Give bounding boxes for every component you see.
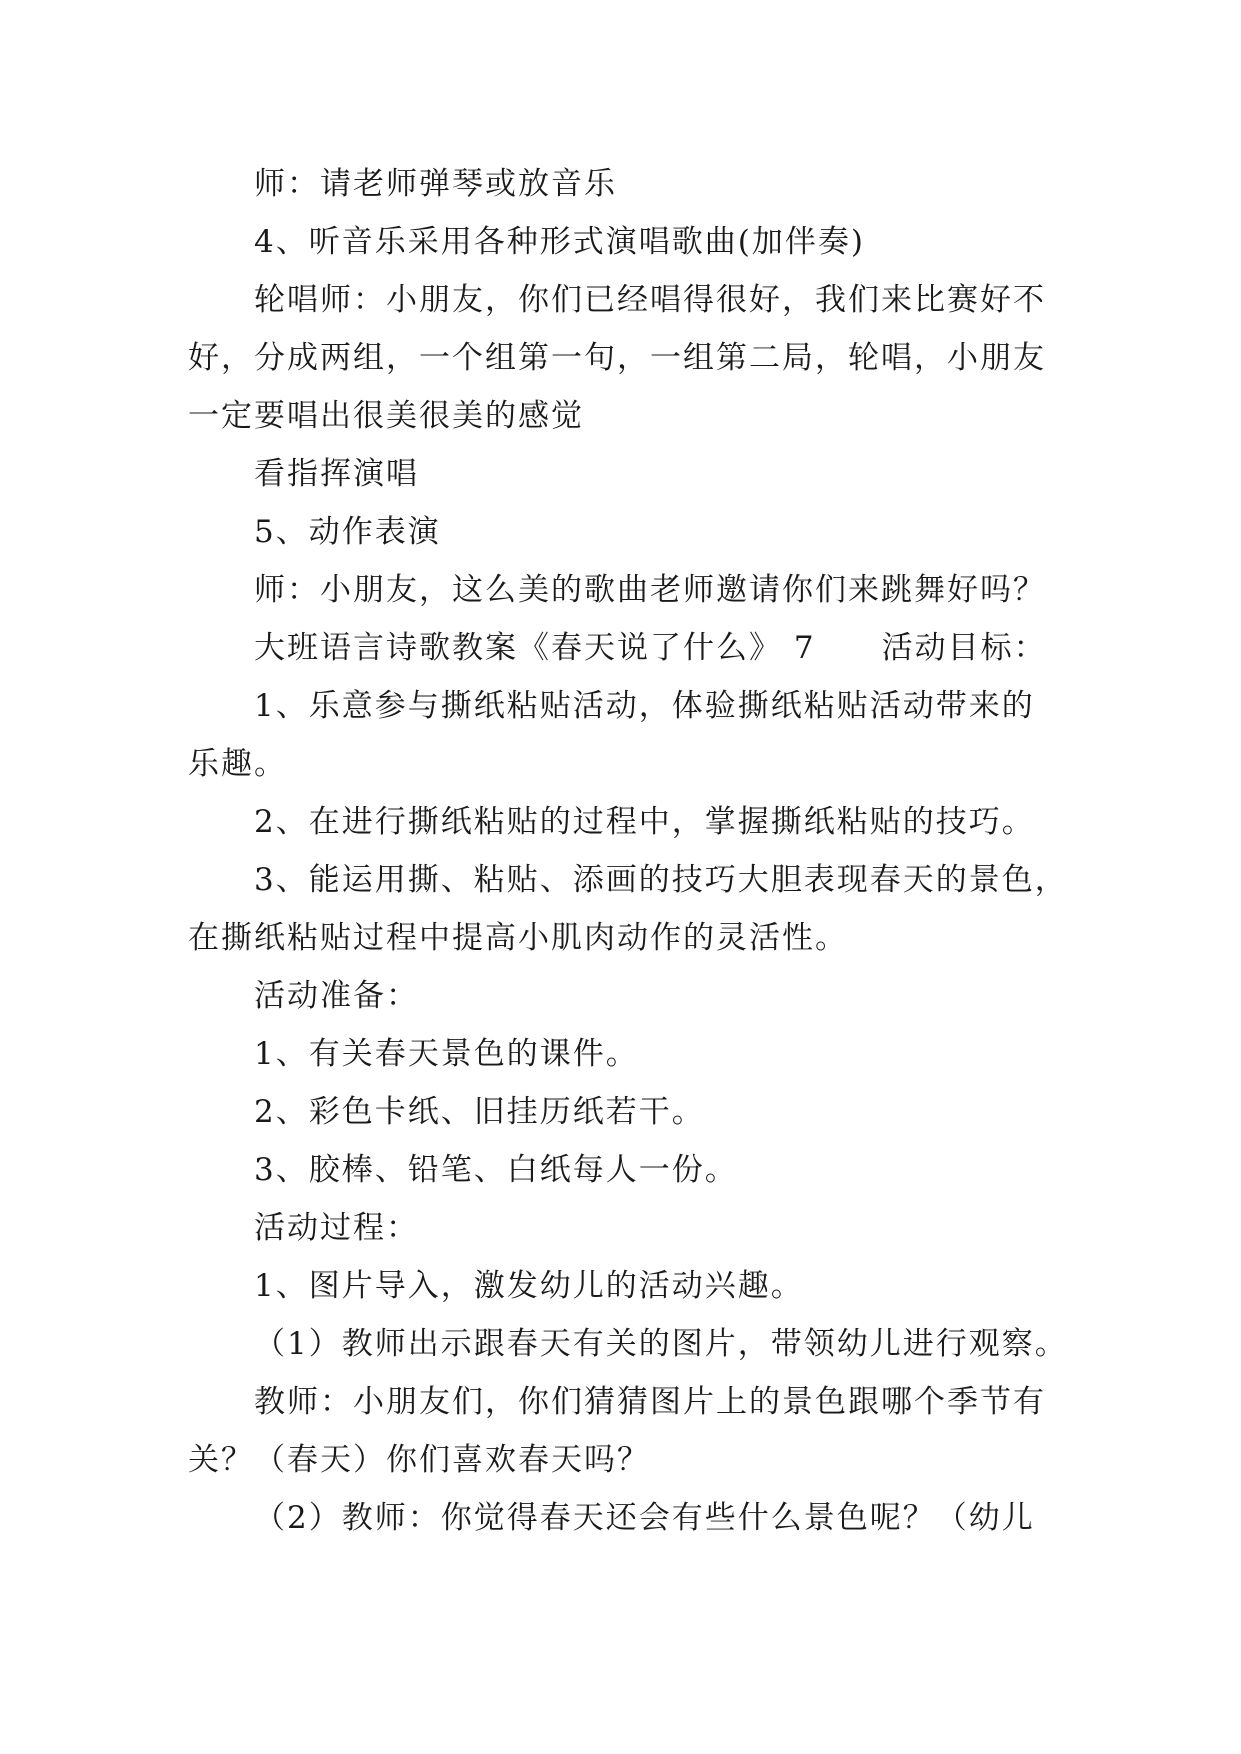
paragraph-line: 教师：小朋友们，你们猜猜图片上的景色跟哪个季节有 (254, 1384, 1046, 1420)
paragraph-line: 一定要唱出很美很美的感觉 (188, 398, 584, 434)
paragraph-line: 关？（春天）你们喜欢春天吗？ (188, 1442, 650, 1478)
paragraph-line: 2、彩色卡纸、旧挂历纸若干。 (254, 1094, 705, 1130)
paragraph-line: 师：请老师弹琴或放音乐 (254, 166, 617, 202)
paragraph-line: 乐趣。 (188, 746, 287, 782)
paragraph-line: 师：小朋友，这么美的歌曲老师邀请你们来跳舞好吗？ (254, 572, 1046, 608)
paragraph-line: 在撕纸粘贴过程中提高小肌肉动作的灵活性。 (188, 920, 848, 956)
paragraph-line: 好，分成两组，一个组第一句，一组第二局，轮唱，小朋友 (188, 340, 1046, 376)
paragraph-line: 3、能运用撕、粘贴、添画的技巧大胆表现春天的景色， (254, 862, 1068, 898)
document-body (188, 155, 1068, 1547)
paragraph-line: （1）教师出示跟春天有关的图片，带领幼儿进行观察。 (254, 1326, 1068, 1362)
section-heading: 活动准备： (254, 978, 419, 1014)
paragraph-line: 1、乐意参与撕纸粘贴活动，体验撕纸粘贴活动带来的 (254, 688, 1035, 724)
section-heading: 活动过程： (254, 1210, 419, 1246)
paragraph-line: 4、听音乐采用各种形式演唱歌曲(加伴奏) (254, 224, 865, 260)
paragraph-line: （2）教师：你觉得春天还会有些什么景色呢？（幼儿 (254, 1500, 1035, 1536)
lesson-title-line: 大班语言诗歌教案《春天说了什么》 7 活动目标： (254, 630, 1047, 666)
paragraph-line: 看指挥演唱 (254, 456, 419, 492)
paragraph-line: 1、有关春天景色的课件。 (254, 1036, 639, 1072)
paragraph-line: 3、胶棒、铅笔、白纸每人一份。 (254, 1152, 738, 1188)
paragraph-line: 2、在进行撕纸粘贴的过程中，掌握撕纸粘贴的技巧。 (254, 804, 1035, 840)
paragraph-line: 5、动作表演 (254, 514, 441, 550)
paragraph-line: 1、图片导入，激发幼儿的活动兴趣。 (254, 1268, 804, 1304)
paragraph-line: 轮唱师：小朋友，你们已经唱得很好，我们来比赛好不 (254, 282, 1046, 318)
